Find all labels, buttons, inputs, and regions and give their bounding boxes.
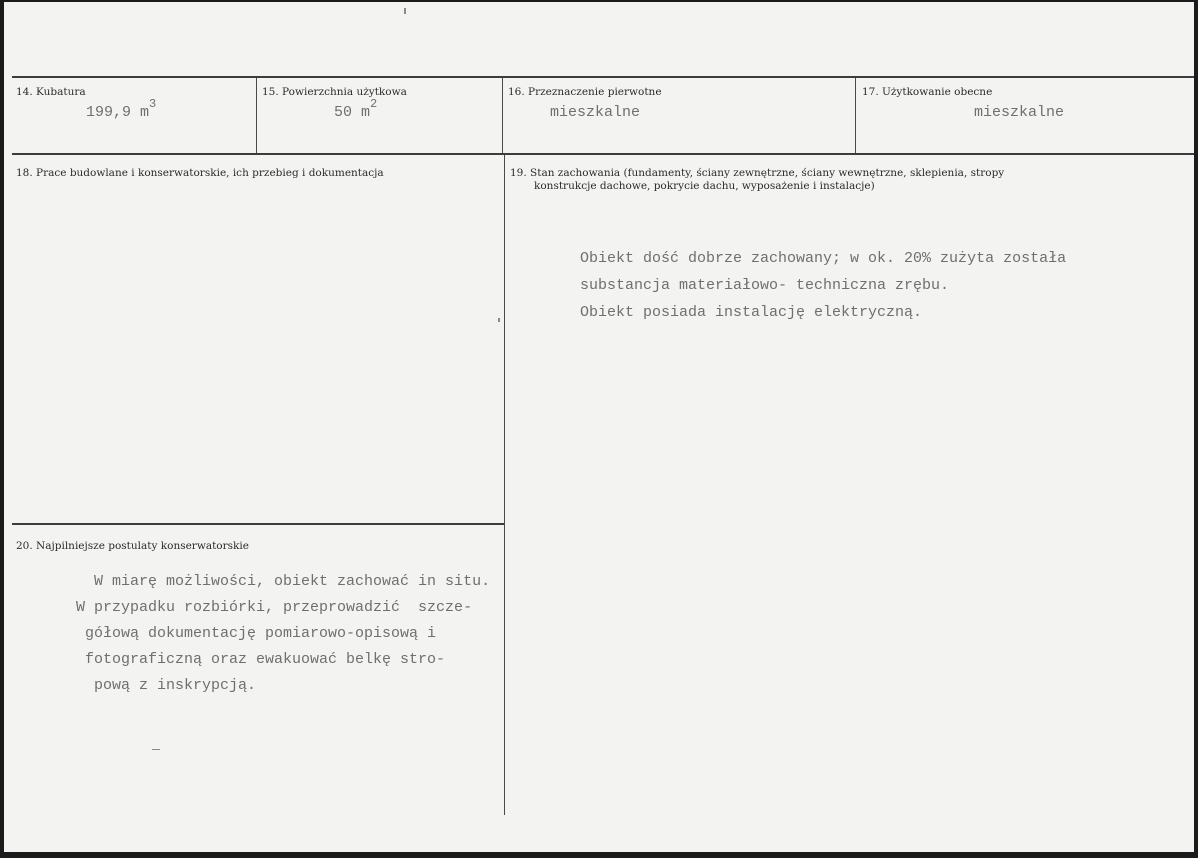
field20-label: 20. Najpilniejsze postulaty konserwatorskie bbox=[16, 540, 249, 552]
field18-label: 18. Prace budowlane i konserwatorskie, ich przebieg i dokumentacja bbox=[16, 167, 384, 179]
field20-text-line-1: W miarę możliwości, obiekt zachować in situ. bbox=[76, 573, 491, 590]
field16-value: mieszkalne bbox=[550, 104, 641, 121]
field19-text bbox=[580, 245, 1066, 326]
field20-text-line-3: gółową dokumentację pomiarowo-opisową i bbox=[76, 625, 437, 642]
field15-exponent: 2 bbox=[370, 97, 378, 111]
field14-exponent: 3 bbox=[149, 97, 157, 111]
divider-14-15 bbox=[256, 78, 257, 153]
field20-text-line-2: W przypadku rozbiórki, przeprowadzić szcze- bbox=[76, 599, 473, 616]
field15-value-text: 50 m bbox=[334, 104, 371, 121]
field19-label-line-1: 19. Stan zachowania (fundamenty, ściany zewnętrzne, ściany wewnętrzne, sklepienia, stropy bbox=[510, 167, 1005, 179]
record-card bbox=[4, 2, 1194, 852]
paper-speck bbox=[498, 318, 500, 322]
field17-value: mieszkalne bbox=[974, 104, 1065, 121]
field20-rule bbox=[12, 523, 504, 525]
paper-speck bbox=[152, 749, 160, 750]
field14-value bbox=[86, 99, 156, 127]
top-row-rule bbox=[12, 76, 1194, 78]
paper-speck bbox=[404, 8, 406, 14]
divider-16-17 bbox=[855, 78, 856, 153]
divider-15-16 bbox=[502, 78, 503, 153]
field15-label: 15. Powierzchnia użytkowa bbox=[262, 86, 407, 98]
field17-label: 17. Użytkowanie obecne bbox=[862, 86, 993, 98]
field14-value-text: 199,9 m bbox=[86, 104, 150, 121]
field15-value bbox=[334, 99, 377, 127]
mid-row-rule bbox=[12, 153, 1194, 155]
field14-label: 14. Kubatura bbox=[16, 86, 86, 98]
field19-text-line-1: Obiekt dość dobrze zachowany; w ok. 20% zużyta została bbox=[580, 250, 1067, 267]
field20-text bbox=[76, 569, 490, 699]
field19-text-line-2: substancja materiałowo- techniczna zrębu. bbox=[580, 277, 950, 294]
field19-text-line-3: Obiekt posiada instalację elektryczną. bbox=[580, 304, 923, 321]
field20-text-line-5: pową z inskrypcją. bbox=[76, 677, 257, 694]
field20-text-line-4: fotograficzną oraz ewakuować belkę stro- bbox=[76, 651, 446, 668]
field19-label-line-2: konstrukcje dachowe, pokrycie dachu, wyposażenie i instalacje) bbox=[534, 180, 875, 192]
divider-lower bbox=[504, 155, 505, 815]
field16-label: 16. Przeznaczenie pierwotne bbox=[508, 86, 662, 98]
